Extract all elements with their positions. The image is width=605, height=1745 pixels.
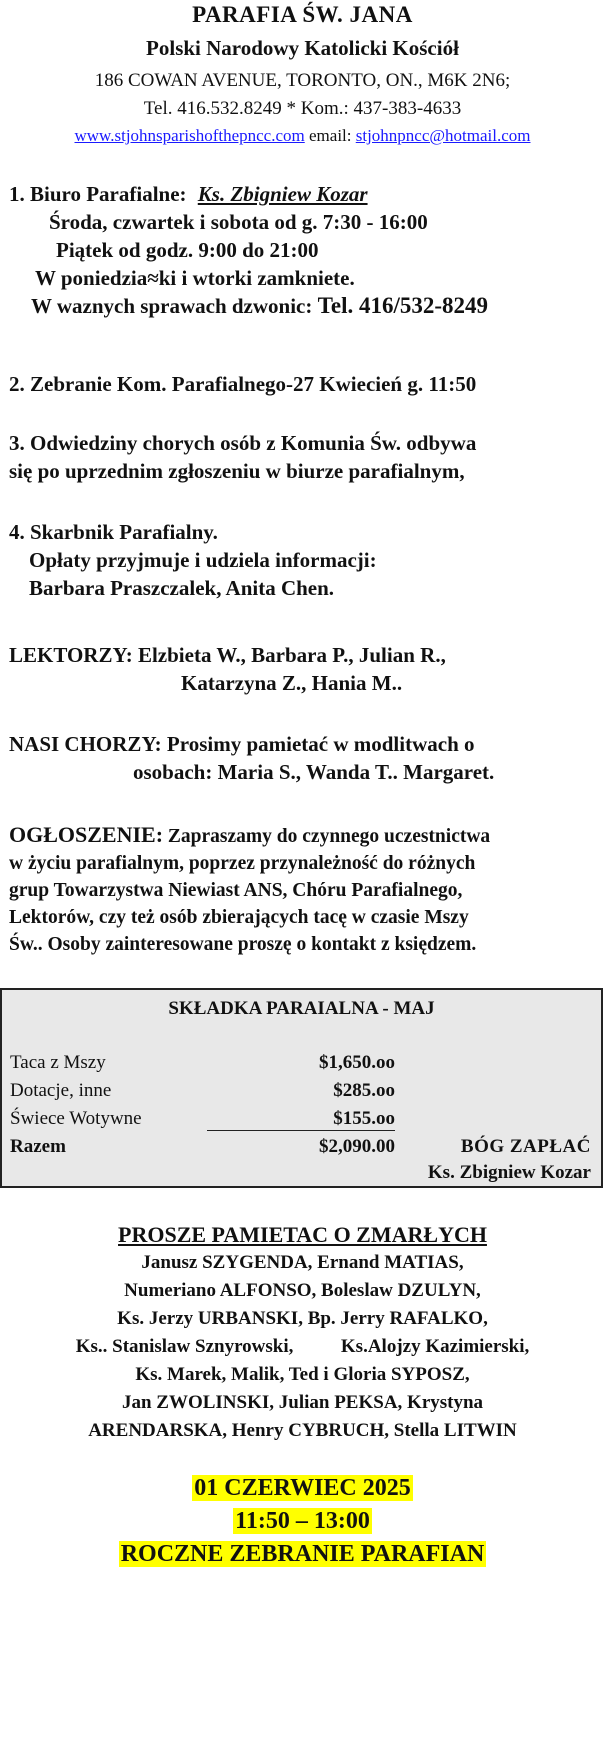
event-title-line <box>0 1541 605 1568</box>
church-name: Polski Narodowy Katolicki Kościół <box>146 36 459 60</box>
announcement-line-3: grup Towarzystwa Niewiast ANS, Chóru Parafialnego, <box>9 880 463 901</box>
email-label: email: <box>309 126 352 145</box>
announcement-line-4: Lektorów, czy też osób zbierających tacę w czasie Mszy <box>9 907 469 928</box>
announcement-section <box>9 821 601 958</box>
sick-line-1: NASI CHORZY: Prosimy pamietać w modlitwach o <box>9 732 475 756</box>
visits-section <box>9 429 601 485</box>
office-urgent-text: W waznych sprawach dzwonic: <box>31 294 313 318</box>
announcement-line-1 <box>9 821 601 850</box>
treasurer-names: Barbara Praszczalek, Anita Chen. <box>29 576 335 600</box>
collection-row-amount: $155.oo <box>207 1108 395 1131</box>
parish-title: PARAFIA ŚW. JANA <box>192 2 413 27</box>
collection-title: SKŁADKA PARAIALNA - MAJ <box>168 998 435 1019</box>
office-hours-1: Środa, czwartek i sobota od g. 7:30 - 16:00 <box>49 210 428 234</box>
collection-row-amount: $285.oo <box>333 1080 395 1101</box>
memorial-heading: PROSZE PAMIETAC O ZMARŁYCH <box>118 1222 487 1247</box>
contact-links <box>0 126 605 146</box>
event-date-line <box>0 1475 605 1502</box>
memorial-line: ARENDARSKA, Henry CYBRUCH, Stella LITWIN <box>88 1420 517 1441</box>
office-urgent <box>9 292 601 320</box>
office-urgent-tel: Tel. 416/532-8249 <box>317 293 489 318</box>
memorial-line: Ks. Jerzy URBANSKI, Bp. Jerry RAFALKO, <box>117 1308 488 1329</box>
memorial-line: Ks.. Stanislaw Sznyrowski, Ks.Alojzy Kazimierski, <box>75 1336 530 1357</box>
event-time-line <box>0 1508 605 1535</box>
website-link[interactable]: www.stjohnsparishofthepncc.com <box>74 126 305 145</box>
office-hours-2: Piątek od godz. 9:00 do 21:00 <box>56 238 319 262</box>
treasurer-section <box>9 518 601 602</box>
office-closed: W poniedzia≈ki i wtorki zamkniete. <box>35 266 355 290</box>
collection-row-label: Świece Wotywne <box>10 1108 142 1129</box>
collection-box <box>0 988 603 1188</box>
email-link[interactable]: stjohnpncc@hotmail.com <box>355 126 531 145</box>
announcement-line-2: w życiu parafialnym, poprzez przynależność do różnych <box>9 853 476 874</box>
treasurer-heading: 4. Skarbnik Parafialny. <box>9 520 218 544</box>
event-time: 11:50 – 13:00 <box>235 1508 370 1534</box>
collection-total-label: Razem <box>10 1136 66 1157</box>
memorial-line: Ks. Marek, Malik, Ted i Gloria SYPOSZ, <box>135 1364 470 1385</box>
office-heading <box>9 180 601 208</box>
announcement-line-5: Św.. Osoby zainteresowane proszę o kontakt z księdzem. <box>9 934 477 955</box>
memorial-line: Janusz SZYGENDA, Ernand MATIAS, <box>141 1252 464 1273</box>
visits-line-2: się po uprzednim zgłoszeniu w biurze parafialnym, <box>9 459 465 483</box>
meeting-section: 2. Zebranie Kom. Parafialnego-27 Kwiecień g. 11:50 <box>9 372 477 396</box>
lectors-line-2: Katarzyna Z., Hania M.. <box>181 671 403 695</box>
lectors-section <box>9 641 601 697</box>
treasurer-info: Opłaty przyjmuje i udziela informacji: <box>29 548 377 572</box>
office-priest: Ks. Zbigniew Kozar <box>197 182 368 206</box>
event-title: ROCZNE ZEBRANIE PARAFIAN <box>120 1541 485 1567</box>
visits-line-1: 3. Odwiedziny chorych osób z Komunia Św. odbywa <box>9 431 477 455</box>
announcement-text-1: Zapraszamy do czynnego uczestnictwa <box>167 826 491 847</box>
office-section <box>9 180 601 320</box>
office-label: 1. Biuro Parafialne: <box>9 182 187 206</box>
address: 186 COWAN AVENUE, TORONTO, ON., M6K 2N6; <box>94 70 511 91</box>
lectors-line-1: LEKTORZY: Elzbieta W., Barbara P., Julian R., <box>9 643 446 667</box>
sick-line-2: osobach: Maria S., Wanda T.. Margaret. <box>133 760 495 784</box>
collection-row-label: Taca z Mszy <box>10 1052 106 1073</box>
event-date: 01 CZERWIEC 2025 <box>194 1475 411 1501</box>
memorial-line: Numeriano ALFONSO, Boleslaw DZULYN, <box>124 1280 481 1301</box>
phone-numbers: Tel. 416.532.8249 * Kom.: 437-383-4633 <box>143 98 462 119</box>
collection-signature: Ks. Zbigniew Kozar <box>427 1162 591 1183</box>
collection-thanks: BÓG ZAPŁAĆ <box>460 1136 591 1157</box>
collection-row-label: Dotacje, inne <box>10 1080 112 1101</box>
collection-row-amount: $1,650.oo <box>319 1052 395 1073</box>
memorial-line: Jan ZWOLINSKI, Julian PEKSA, Krystyna <box>121 1392 484 1413</box>
announcement-label: OGŁOSZENIE: <box>9 822 164 847</box>
collection-total-amount: $2,090.00 <box>319 1136 395 1157</box>
sick-section <box>9 730 601 786</box>
